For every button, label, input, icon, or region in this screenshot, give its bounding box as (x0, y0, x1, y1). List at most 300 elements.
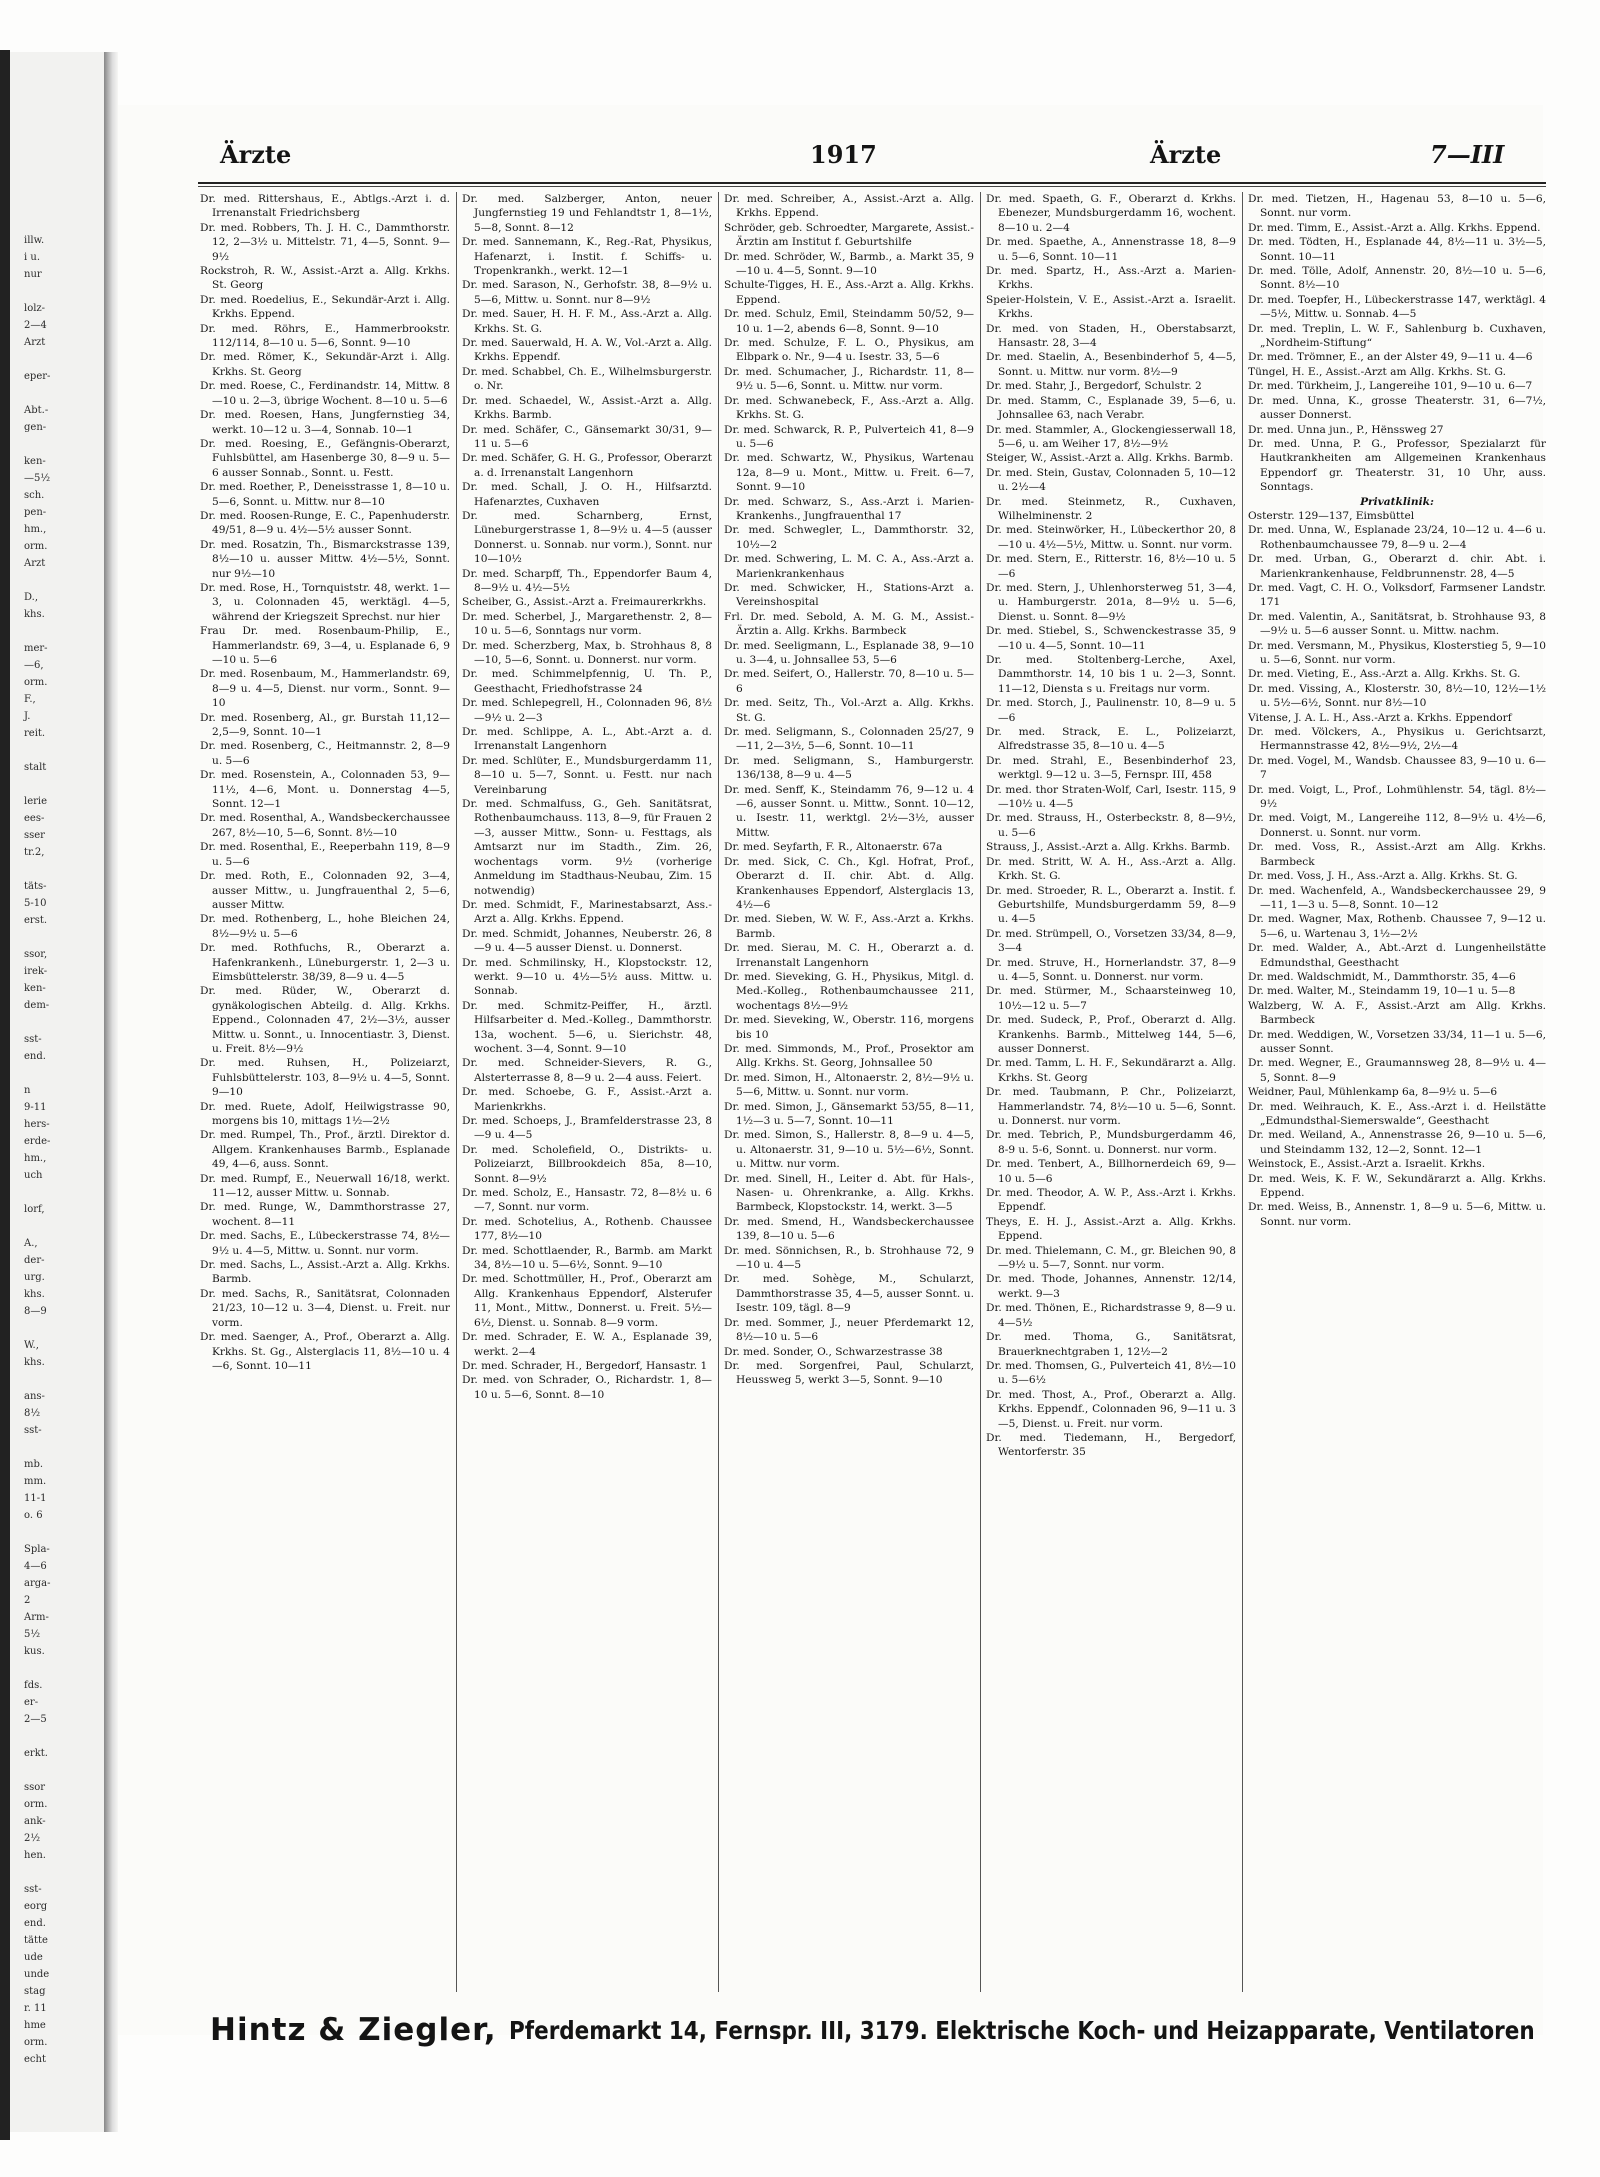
directory-entry: Dr. med. Roether, P., Deneisstrasse 1, 8—10 u. 5—6, Sonnt. u. Mittw. nur 8—10 (200, 481, 450, 508)
directory-entry: Dr. med. Timm, E., Assist.-Arzt a. Allg. Krkhs. Eppend. (1248, 221, 1541, 234)
directory-entry: Dr. med. Stern, J., Uhlenhorsterweg 51, 3—4, u. Hamburgerstr. 201a, 8—9½ u. 5—6, Dienst. u. Sonnt. 8—9½ (986, 581, 1236, 623)
directory-entry: Dr. med. Stiebel, S., Schwenckestrasse 35, 9—10 u. 4—5, Sonnt. 10—11 (986, 625, 1236, 652)
previous-page-fragment: end. (24, 1918, 46, 1929)
directory-entry: Dr. med. Schrader, H., Bergedorf, Hansastr. 1 (462, 1359, 708, 1372)
directory-entry: Dr. med. Ruete, Adolf, Heilwigstrasse 90, morgens bis 10, mittags 1½—2½ (200, 1100, 450, 1127)
advert-text: Pferdemarkt 14, Fernspr. III, 3179. Elektrische Koch- und Heizapparate, Ventilatoren (508, 2015, 1535, 2045)
previous-page-fragment: 2 (24, 1595, 31, 1606)
directory-entry: Dr. med. Treplin, L. W. F., Sahlenburg b. Cuxhaven, „Nordheim-Stiftung“ (1248, 322, 1546, 350)
previous-page-fragment: er- (24, 1697, 39, 1708)
directory-entry: Dr. med. Scherbel, J., Margarethenstr. 2, 8—10 u. 5—6, Sonntags nur vorm. (462, 610, 712, 638)
directory-entry: Dr. med. Rosenberg, Al., gr. Burstah 11,12—2,5—9, Sonnt. 10—1 (200, 711, 450, 739)
previous-page-fragment (24, 1320, 109, 1337)
directory-entry: Dr. med. Türkheim, J., Langereihe 101, 9—10 u. 6—7 (1248, 380, 1533, 393)
previous-page-fragment: illw. (24, 235, 45, 246)
previous-page-fragment (24, 1762, 109, 1779)
previous-page-fragment (24, 1014, 109, 1031)
directory-entry: Dr. med. Waldschmidt, M., Dammthorstr. 35, 4—6 (1248, 970, 1516, 983)
directory-entry: Dr. med. Seifert, O., Hallerstr. 70, 8—10 u. 5—6 (724, 668, 974, 695)
previous-page-fragment: hers- (24, 1119, 50, 1130)
book-binding-edge (0, 50, 10, 2140)
directory-entry: Dr. med. Schall, J. O. H., Hilfsarztd. Hafenarztes, Cuxhaven (462, 481, 712, 508)
directory-entry: Dr. med. Stroeder, R. L., Oberarzt a. Instit. f. Geburtshilfe, Mundsburgerdamm 59, 8—9 u. 4—5 (986, 884, 1236, 926)
previous-page-fragment: r. 11 (24, 2003, 47, 2014)
directory-entry: Dr. med. Seligmann, S., Hamburgerstr. 136/138, 8—9 u. 4—5 (724, 754, 974, 782)
directory-entry: Dr. med. Saenger, A., Prof., Oberarzt a. Allg. Krkhs. St. Gg., Alsterglacis 11, 8½—10 u. 4—6, Sonnt. 10—11 (200, 1331, 450, 1372)
previous-page-fragment: 5½ (24, 1629, 41, 1640)
directory-entry: Dr. med. Sierau, M. C. H., Oberarzt a. d. Irrenanstalt Langenhorn (724, 942, 974, 969)
directory-entry: Osterstr. 129—137, Eimsbüttel (1248, 509, 1415, 522)
previous-page-fragment: hen. (24, 1850, 46, 1861)
directory-entry: Dr. med. thor Straten-Wolf, Carl, Isestr. 115, 9—10½ u. 4—5 (986, 783, 1236, 811)
advertisement-banner (210, 2005, 1545, 2055)
previous-page-fragment: J. (24, 711, 31, 722)
header-section-right: Ärzte (1150, 140, 1222, 169)
directory-entry: Dr. med. Unna, W., Esplanade 23/24, 10—12 u. 4—6 u. Rothenbaumchaussee 79, 8—9 u. 2—4 (1248, 524, 1546, 551)
previous-page-fragment: täts- (24, 881, 47, 892)
directory-entry: Dr. med. Schottmüller, H., Prof., Oberarzt am Allg. Krankenhaus Eppendorf, Alsterufer 11, Mont., Mittw., Donnerst. u. Freit. 5½—6½, Dienst. u. Sonnab. 8—9 vorm. (462, 1273, 712, 1329)
previous-page-fragment: tätte (24, 1935, 48, 1946)
directory-entry: Dr. med. Toepfer, H., Lübeckerstrasse 147, werktägl. 4—5½, Mittw. u. Sonnab. 4—5 (1248, 293, 1546, 321)
directory-entry: Scheiber, G., Assist.-Arzt a. Freimaurerkrkhs. (462, 596, 707, 609)
directory-entry: Rockstroh, R. W., Assist.-Arzt a. Allg. Krkhs. St. Georg (200, 265, 450, 292)
previous-page-fragment (24, 623, 109, 640)
directory-entry: Dr. med. Schwicker, H., Stations-Arzt a. Vereinshospital (724, 581, 974, 609)
previous-page-edge (10, 52, 109, 2132)
previous-page-fragment (24, 742, 109, 759)
previous-page-fragment: F., (24, 694, 36, 705)
previous-page-fragment: eorg (24, 1901, 48, 1912)
previous-page-fragment: mm. (24, 1476, 47, 1487)
directory-entry: Dr. med. Weddigen, W., Vorsetzen 33/34, 11—1 u. 5—6, ausser Sonnt. (1248, 1028, 1546, 1055)
directory-entry: Dr. med. Tödten, H., Esplanade 44, 8½—11 u. 3½—5, Sonnt. 10—11 (1248, 236, 1546, 263)
previous-page-fragment: D., (24, 592, 39, 603)
previous-page-fragment (24, 929, 109, 946)
directory-entry: Tüngel, H. E., Assist.-Arzt am Allg. Krkhs. St. G. (1248, 365, 1506, 378)
directory-entry: Dr. med. Vogel, M., Wandsb. Chaussee 83, 9—10 u. 6—7 (1248, 754, 1546, 782)
previous-page-fragment: orm. (24, 677, 48, 688)
previous-page-fragment: i u. (24, 252, 40, 263)
directory-entry: Dr. med. Stahr, J., Bergedorf, Schulstr. 2 (986, 380, 1202, 393)
directory-entry: Dr. med. Theodor, A. W. P., Ass.-Arzt i. Krkhs. Eppendf. (986, 1187, 1236, 1214)
previous-page-fragment: 2½ (24, 1833, 41, 1844)
directory-entry: Dr. med. Schwartz, W., Physikus, Wartenau 12a, 8—9 u. Mont., Mittw. u. Freit. 6—7, Sonnt. 9—10 (724, 452, 974, 494)
previous-page-fragment: erkt. (24, 1748, 48, 1759)
directory-entry: Dr. med. Schlippe, A. L., Abt.-Arzt a. d. Irrenanstalt Langenhorn (462, 726, 712, 753)
directory-entry: Dr. med. Roesen, Hans, Jungfernstieg 34, werkt. 10—12 u. 3—4, Sonnab. 10—1 (200, 409, 450, 436)
previous-page-fragment: pen- (24, 507, 47, 518)
directory-entry: Dr. med. Schmilinsky, H., Klopstockstr. 12, werkt. 9—10 u. 4½—5½ auss. Mittw. u. Sonnab. (462, 956, 712, 998)
directory-entry: Dr. med. Sorgenfrei, Paul, Schularzt, Heussweg 5, werkt 3—5, Sonnt. 9—10 (724, 1359, 974, 1387)
header-section-left: Ärzte (220, 140, 292, 169)
directory-entry: Dr. med. Sönnichsen, R., b. Strohhause 72, 9—10 u. 4—5 (724, 1244, 974, 1272)
directory-entry: Frau Dr. med. Rosenbaum-Philip, E., Hammerlandstr. 69, 3—4, u. Esplanade 6, 9—10 u. 5—6 (200, 625, 450, 666)
directory-entry: Dr. med. Weihrauch, K. E., Ass.-Arzt i. d. Heilstätte „Edmundsthal-Siemerswalde“, Geesthacht (1248, 1100, 1546, 1127)
directory-entry: Dr. med. Rosatzin, Th., Bismarckstrasse 139, 8½—10 u. ausser Mittw. 4½—5½, Sonnt. nur 9½—10 (200, 538, 450, 580)
directory-entry: Dr. med. Schröder, W., Barmb., a. Markt 35, 9—10 u. 4—5, Sonnt. 9—10 (724, 250, 974, 278)
previous-page-fragment: 4—6 (24, 1561, 47, 1572)
directory-entry: Dr. med. Schwering, L. M. C. A., Ass.-Arzt a. Marienkrankenhaus (724, 553, 974, 580)
previous-page-fragment (24, 1184, 109, 1201)
directory-column-2 (462, 192, 712, 1992)
directory-entry: Dr. med. Voss, R., Assist.-Arzt am Allg. Krkhs. Barmbeck (1248, 841, 1546, 868)
directory-entry: Dr. med. Schoeps, J., Bramfelderstrasse 23, 8—9 u. 4—5 (462, 1115, 712, 1142)
directory-entry: Dr. med. Sick, C. Ch., Kgl. Hofrat, Prof., Oberarzt d. II. chir. Abt. d. Allg. Krankenhauses Eppendorf, Alsterglacis 13, 4½—6 (724, 855, 974, 911)
directory-entry: Dr. med. von Staden, H., Oberstabsarzt, Hansastr. 28, 3—4 (986, 322, 1236, 350)
previous-page-fragment (24, 1660, 109, 1677)
directory-entry: Dr. med. Schimmelpfennig, U. Th. P., Geesthacht, Friedhofstrasse 24 (462, 668, 712, 695)
previous-page-fragment: sst- (24, 1034, 42, 1045)
directory-entry: Dr. med. Schoebe, G. F., Assist.-Arzt a. Marienkrkhs. (462, 1086, 712, 1113)
directory-entry: Dr. med. Rothfuchs, R., Oberarzt a. Hafenkrankenh., Lüneburgerstr. 1, 2—3 u. Eimsbüttelerstr. 38/39, 8—9 u. 4—5 (200, 942, 450, 983)
directory-entry: Dr. med. Schwanebeck, F., Ass.-Arzt a. Allg. Krkhs. St. G. (724, 394, 974, 422)
directory-entry: Dr. med. Vieting, E., Ass.-Arzt a. Allg. Krkhs. St. G. (1248, 668, 1521, 681)
directory-entry: Dr. med. Voigt, M., Langereihe 112, 8—9½ u. 4½—6, Donnerst. u. Sonnt. nur vorm. (1248, 812, 1546, 839)
directory-entry: Dr. med. Strümpell, O., Vorsetzen 33/34, 8—9, 3—4 (986, 927, 1236, 955)
directory-entry: Dr. med. Staelin, A., Besenbinderhof 5, 4—5, Sonnt. u. Mittw. nur vorm. 8½—9 (986, 351, 1236, 378)
directory-entry: Dr. med. Salzberger, Anton, neuer Jungfernstieg 19 und Fehlandtstr 1, 8—1½, 5—8, Sonnt. 8—12 (462, 193, 712, 234)
previous-page-fragment: orm. (24, 2037, 48, 2048)
header-year: 1917 (810, 140, 877, 169)
directory-entry: Dr. med. Thoma, G., Sanitätsrat, Brauerknechtgraben 1, 12½—2 (986, 1331, 1236, 1358)
previous-page-fragment (24, 283, 109, 300)
previous-page-fragment: 11-1 (24, 1493, 47, 1504)
previous-page-fragment: 8—9 (24, 1306, 47, 1317)
directory-entry: Dr. med. Unna, K., grosse Theaterstr. 31, 6—7½, ausser Donnerst. (1248, 394, 1546, 422)
directory-entry: Dr. med. Thost, A., Prof., Oberarzt a. Allg. Krkhs. Eppendf., Colonnaden 96, 9—11 u. 3—5, Dienst. u. Freit. nur vorm. (986, 1388, 1236, 1430)
previous-page-fragment: ans- (24, 1391, 45, 1402)
directory-entry: Dr. med. Schulz, Emil, Steindamm 50/52, 9—10 u. 1—2, abends 6—8, Sonnt. 9—10 (724, 308, 974, 335)
directory-entry: Dr. med. Rosenthal, E., Reeperbahn 119, 8—9 u. 5—6 (200, 841, 450, 868)
directory-entry: Dr. med. Simon, H., Altonaerstr. 2, 8½—9½ u. 5—6, Mittw. u. Sonnt. nur vorm. (724, 1071, 974, 1099)
directory-entry: Dr. med. Rüder, W., Oberarzt d. gynäkologischen Abteilg. d. Allg. Krkhs. Eppend., Colonnaden 47, 2½—3½, ausser Mittw. u. Sonnt., u. Innocentiastr. 3, Dienst. u. Freit. 8½—9½ (200, 985, 450, 1055)
previous-page-fragment: irek- (24, 966, 48, 977)
directory-entry: Dr. med. Senff, K., Steindamm 76, 9—12 u. 4—6, ausser Sonnt. u. Mittw., Sonnt. 10—12, u. Isestr. 11, werktgl. 2½—3½, ausser Mittw. (724, 783, 974, 839)
directory-entry: Dr. med. Rosenstein, A., Colonnaden 53, 9—11½, 4—6, Mont. u. Donnerstag 4—5, Sonnt. 12—1 (200, 769, 450, 811)
previous-page-fragment: uch (24, 1170, 43, 1181)
directory-entry: Dr. med. Schmidt, Johannes, Neuberstr. 26, 8—9 u. 4—5 ausser Dienst. u. Donnerst. (462, 927, 712, 955)
directory-entry: Dr. med. Schwarz, S., Ass.-Arzt i. Marien-Krankenhs., Jungfrauenthal 17 (724, 495, 974, 522)
directory-entry: Dr. med. Weiland, A., Annenstrasse 26, 9—10 u. 5—6, und Steindamm 132, 12—2, Sonnt. 12—1 (1248, 1129, 1546, 1156)
directory-entry: Dr. med. Rose, H., Tornquiststr. 48, werkt. 1—3, u. Colonnaden 45, werktägl. 4—5, während der Kriegszeit Sprechst. nur hier (200, 581, 450, 623)
directory-entry: Dr. med. Struve, H., Hornerlandstr. 37, 8—9 u. 4—5, Sonnt. u. Donnerst. nur vorm. (986, 956, 1236, 983)
directory-entry: Dr. med. Voss, J. H., Ass.-Arzt a. Allg. Krkhs. St. G. (1248, 870, 1518, 883)
directory-entry: Dr. med. Römer, K., Sekundär-Arzt i. Allg. Krkhs. St. Georg (200, 351, 450, 378)
previous-page-fragment: kus. (24, 1646, 45, 1657)
directory-entry: Dr. med. Schlepegrell, H., Colonnaden 96, 8½—9½ u. 2—3 (462, 697, 712, 724)
directory-entry: Schröder, geb. Schroedter, Margarete, Assist.-Ärztin am Institut f. Geburtshilfe (724, 221, 974, 249)
directory-entry: Dr. med. Roese, C., Ferdinandstr. 14, Mittw. 8—10 u. 2—3, übrige Wochent. 8—10 u. 5—6 (200, 380, 450, 407)
previous-page-fragment: khs. (24, 1357, 45, 1368)
previous-page-fragment: tr.2, (24, 847, 45, 858)
directory-entry: Dr. med. Wegner, E., Graumannsweg 28, 8—9½ u. 4—5, Sonnt. 8—9 (1248, 1057, 1546, 1084)
previous-page-fragment: mb. (24, 1459, 44, 1470)
directory-entry: Dr. med. Simon, S., Hallerstr. 8, 8—9 u. 4—5, u. Altonaerstr. 31, 9—10 u. 5½—6½, Sonnt. u. Mittw. nur vorm. (724, 1129, 974, 1171)
directory-entry: Weidner, Paul, Mühlenkamp 6a, 8—9½ u. 5—6 (1248, 1086, 1498, 1099)
directory-entry: Dr. med. Wachenfeld, A., Wandsbeckerchaussee 29, 9—11, 1—3 u. 5—8, Sonnt. 10—12 (1248, 884, 1546, 911)
directory-entry: Dr. med. Schwarck, R. P., Pulverteich 41, 8—9 u. 5—6 (724, 423, 974, 450)
previous-page-fragment: —5½ (24, 473, 51, 484)
previous-page-fragment (24, 1218, 109, 1235)
directory-entry: Dr. med. Thode, Johannes, Annenstr. 12/14, werkt. 9—3 (986, 1273, 1236, 1300)
directory-entry: Speier-Holstein, V. E., Assist.-Arzt a. Israelit. Krkhs. (986, 293, 1236, 321)
directory-entry: Dr. med. Valentin, A., Sanitätsrat, b. Strohhause 93, 8—9½ u. 5—6 ausser Sonnt. u. Mittw. nachm. (1248, 610, 1546, 638)
directory-entry: Dr. med. Schäfer, G. H. G., Professor, Oberarzt a. d. Irrenanstalt Langenhorn (462, 452, 712, 479)
directory-entry: Dr. med. Seyfarth, F. R., Altonaerstr. 67a (724, 841, 943, 854)
column-divider (980, 192, 981, 1992)
previous-page-fragment: ssor (24, 1782, 46, 1793)
previous-page-fragment: urg. (24, 1272, 45, 1283)
directory-entry: Dr. med. Smend, H., Wandsbeckerchaussee 139, 8—10 u. 5—6 (724, 1215, 974, 1243)
directory-entry: Dr. med. Völckers, A., Physikus u. Gerichtsarzt, Hermannstrasse 42, 8½—9½, 2½—4 (1248, 726, 1546, 753)
directory-entry: Dr. med. Vagt, C. H. O., Volksdorf, Farmsener Landstr. 171 (1248, 581, 1546, 609)
directory-entry: Steiger, W., Assist.-Arzt a. Allg. Krkhs. Barmb. (986, 452, 1234, 465)
directory-entry: Dr. med. Rosenbaum, M., Hammerlandstr. 69, 8—9 u. 4—5, Dienst. nur vorm., Sonnt. 9—10 (200, 668, 450, 710)
previous-page-fragment (24, 1524, 109, 1541)
previous-page-fragment: Arzt (24, 558, 46, 569)
directory-entry: Dr. med. Tietzen, H., Hagenau 53, 8—10 u. 5—6, Sonnt. nur vorm. (1248, 193, 1546, 220)
directory-entry: Dr. med. Tiedemann, H., Bergedorf, Wentorferstr. 35 (986, 1431, 1236, 1459)
directory-entry: Dr. med. Roedelius, E., Sekundär-Arzt i. Allg. Krkhs. Eppend. (200, 293, 450, 321)
directory-entry: Dr. med. Schmitz-Peiffer, H., ärztl. Hilfsarbeiter d. Med.-Kolleg., Dammthorstr. 13a, wochent. 5—6, u. Sierichstr. 48, wochent. 3—4, Sonnt. 9—10 (462, 999, 712, 1055)
previous-page-fragment: mer- (24, 643, 48, 654)
directory-entry: Schulte-Tigges, H. E., Ass.-Arzt a. Allg. Krkhs. Eppend. (724, 279, 974, 306)
previous-page-fragment (24, 351, 109, 368)
previous-page-fragment: Arm- (24, 1612, 49, 1623)
previous-page-fragment: ssor, (24, 949, 48, 960)
previous-page-fragment: hm., (24, 524, 47, 535)
directory-entry: Vitense, J. A. L. H., Ass.-Arzt a. Krkhs. Eppendorf (1248, 711, 1512, 724)
previous-page-fragment: 9-11 (24, 1102, 47, 1113)
directory-entry: Dr. med. Schumacher, J., Richardstr. 11, 8—9½ u. 5—6, Sonnt. u. Mittw. nur vorm. (724, 365, 974, 393)
directory-entry: Dr. med. Walter, M., Steindamm 19, 10—1 u. 5—8 (1248, 985, 1516, 998)
directory-entry: Dr. med. Spaeth, G. F., Oberarzt d. Krkhs. Ebenezer, Mundsburgerdamm 16, wochent. 8—10 u. 2—4 (986, 193, 1236, 234)
previous-page-fragment: A., (24, 1238, 38, 1249)
previous-page-fragment: eper- (24, 371, 51, 382)
previous-page-fragment: hme (24, 2020, 46, 2031)
directory-entry: Privatklinik: (1360, 495, 1434, 508)
column-divider (1242, 192, 1243, 1992)
directory-entry: Dr. med. Scholz, E., Hansastr. 72, 8—8½ u. 6—7, Sonnt. nur vorm. (462, 1187, 712, 1214)
directory-entry: Walzberg, W. A. F., Assist.-Arzt am Allg. Krkhs. Barmbeck (1248, 999, 1546, 1027)
previous-page-fragment: ank- (24, 1816, 46, 1827)
directory-column-4 (986, 192, 1236, 1992)
directory-entry: Dr. med. Stammler, A., Glockengiesserwall 18, 5—6, u. am Weiher 17, 8½—9½ (986, 423, 1236, 450)
directory-entry: Dr. med. Tebrich, P., Mundsburgerdamm 46, 8-9 u. 5-6, Sonnt. u. Donnerst. nur vorm. (986, 1129, 1236, 1156)
directory-entry: Dr. med. Rothenberg, L., hohe Bleichen 24, 8½—9½ u. 5—6 (200, 913, 450, 940)
previous-page-fragment: nur (24, 269, 42, 280)
directory-entry: Dr. med. Seeligmann, L., Esplanade 38, 9—10 u. 3—4, u. Johnsallee 53, 5—6 (724, 639, 974, 666)
directory-column-1 (200, 192, 450, 1992)
previous-page-fragment: lorf, (24, 1204, 45, 1215)
previous-page-fragment (24, 776, 109, 793)
directory-entry: Dr. med. Schottlaender, R., Barmb. am Markt 34, 8½—10 u. 5—6½, Sonnt. 9—10 (462, 1244, 712, 1272)
directory-entry: Dr. med. Scharpff, Th., Eppendorfer Baum 4, 8—9½ u. 4½—5½ (462, 567, 712, 594)
directory-entry: Dr. med. Steinwörker, H., Lübeckerthor 20, 8—10 u. 4½—5½, Mittw. u. Sonnt. nur vorm. (986, 524, 1236, 551)
directory-entry: Dr. med. Vissing, A., Klosterstr. 30, 8½—10, 12½—1½ u. 5½—6½, Sonnt. nur 8½—10 (1248, 682, 1546, 710)
previous-page-fragment: stag (24, 1986, 46, 1997)
previous-page-fragment (24, 572, 109, 589)
previous-page-fragment: echt (24, 2054, 46, 2065)
directory-entry: Dr. med. Unna, P. G., Professor, Spezialarzt für Hautkrankheiten am Allgemeinen Krankenhaus Eppendorf gr. Theaterstr. 31, 10 Uhr, auss. Sonntags. (1248, 437, 1546, 494)
directory-entry: Dr. med. Seitz, Th., Vol.-Arzt a. Allg. Krkhs. St. G. (724, 697, 974, 724)
column-divider (718, 192, 719, 1992)
directory-entry: Dr. med. Sieveking, G. H., Physikus, Mitgl. d. Med.-Kolleg., Rothenbaumchaussee 211, wochentags 8½—9½ (724, 970, 974, 1012)
directory-entry: Dr. med. Schmalfuss, G., Geh. Sanitätsrat, Rothenbaumchauss. 113, 8—9, für Frauen 2—3, ausser Mittw., Sonn- u. Festtags, als Amtsarzt nur im Stadth., Zim. 26, wochentags vorm. 9½ (vorherige Anmeldung im Stadthaus-Neubau, Zim. 15 notwendig) (462, 798, 712, 897)
previous-page-fragment: reit. (24, 728, 46, 739)
directory-entry: Dr. med. Roth, E., Colonnaden 92, 3—4, ausser Mittw., u. Jungfrauenthal 2, 5—6, ausser Mittw. (200, 870, 450, 911)
directory-column-5 (1248, 192, 1546, 1992)
directory-entry: Dr. med. Scharnberg, Ernst, Lüneburgerstrasse 1, 8—9½ u. 4—5 (ausser Donnerst. u. Sonnab. nur vorm.), Sonnt. nur 10—10½ (462, 509, 712, 566)
previous-page-fragment: 5-10 (24, 898, 47, 909)
previous-page-fragment: sst- (24, 1425, 42, 1436)
previous-page-fragment: 2—4 (24, 320, 47, 331)
previous-page-fragment: erst. (24, 915, 48, 926)
previous-page-fragment: 2—5 (24, 1714, 47, 1725)
previous-page-text (24, 232, 109, 2068)
directory-entry: Dr. med. Simmonds, M., Prof., Prosektor am Allg. Krkhs. St. Georg, Johnsallee 50 (724, 1042, 974, 1070)
directory-entry: Dr. med. Rittershaus, E., Abtlgs.-Arzt i. d. Irrenanstalt Friedrichsberg (200, 193, 450, 220)
previous-page-fragment: —6, (24, 660, 44, 671)
previous-page-fragment: W., (24, 1340, 39, 1351)
previous-page-fragment: khs. (24, 609, 45, 620)
directory-entry: Dr. med. Schneider-Sievers, R. G., Alsterterrasse 8, 8—9 u. 2—4 auss. Feiert. (462, 1057, 712, 1084)
previous-page-fragment: hm., (24, 1153, 47, 1164)
directory-entry: Dr. med. Stoltenberg-Lerche, Axel, Dammthorstr. 14, 10 bis 1 u. 2—3, Sonnt. 11—12, Diensta s u. Freitags nur vorm. (986, 654, 1236, 695)
previous-page-fragment (24, 436, 109, 453)
column-divider (456, 192, 457, 1992)
directory-entry: Dr. med. Strack, E. L., Polizeiarzt, Alfredstrasse 35, 8—10 u. 4—5 (986, 726, 1236, 753)
directory-entry: Dr. med. Steinmetz, R., Cuxhaven, Wilhelminenstr. 2 (986, 495, 1236, 522)
directory-entry: Dr. med. Sachs, L., Assist.-Arzt a. Allg. Krkhs. Barmb. (200, 1259, 450, 1286)
previous-page-fragment (24, 385, 109, 402)
directory-entry: Dr. med. Tenbert, A., Billhornerdeich 69, 9—10 u. 5—6 (986, 1158, 1236, 1185)
directory-entry: Dr. med. Sieveking, W., Oberstr. 116, morgens bis 10 (724, 1014, 974, 1041)
directory-entry: Dr. med. Tamm, L. H. F., Sekundärarzt a. Allg. Krkhs. St. Georg (986, 1057, 1236, 1084)
directory-entry: Dr. med. Rosenberg, C., Heitmannstr. 2, 8—9 u. 5—6 (200, 740, 450, 767)
directory-entry: Dr. med. Voigt, L., Prof., Lohmühlenstr. 54, tägl. 8½—9½ (1248, 783, 1546, 811)
directory-entry: Dr. med. Schabbel, Ch. E., Wilhelmsburgerstr. o. Nr. (462, 365, 712, 393)
directory-entry: Dr. med. Schlüter, E., Mundsburgerdamm 11, 8—10 u. 5—7, Sonnt. u. Festt. nur nach Vereinbarung (462, 754, 712, 796)
previous-page-fragment: Abt.- (24, 405, 49, 416)
directory-entry: Weinstock, E., Assist.-Arzt a. Israelit. Krkhs. (1248, 1158, 1486, 1171)
directory-entry: Dr. med. Schrader, E. W. A., Esplanade 39, werkt. 2—4 (462, 1331, 712, 1358)
directory-entry: Dr. med. von Schrader, O., Richardstr. 1, 8—10 u. 5—6, Sonnt. 8—10 (462, 1374, 712, 1401)
directory-entry: Dr. med. Sohège, M., Schularzt, Dammthorstrasse 35, 4—5, ausser Sonnt. u. Isestr. 109, tägl. 8—9 (724, 1273, 974, 1315)
directory-entry: Dr. med. Schotelius, A., Rothenb. Chaussee 177, 8½—10 (462, 1215, 712, 1243)
directory-entry: Dr. med. Stern, E., Ritterstr. 16, 8½—10 u. 5—6 (986, 553, 1236, 580)
directory-entry: Dr. med. Schreiber, A., Assist.-Arzt a. Allg. Krkhs. Eppend. (724, 193, 974, 220)
directory-entry: Dr. med. Schäfer, C., Gänsemarkt 30/31, 9—11 u. 5—6 (462, 423, 712, 450)
previous-page-fragment: gen- (24, 422, 47, 433)
directory-entry: Dr. med. Stritt, W. A. H., Ass.-Arzt a. Allg. Krkh. St. G. (986, 855, 1236, 883)
directory-entry: Dr. med. Runge, W., Dammthorstrasse 27, wochent. 8—11 (200, 1201, 450, 1228)
previous-page-fragment: ken- (24, 983, 46, 994)
directory-entry: Dr. med. Roosen-Runge, E. C., Papenhuderstr. 49/51, 8—9 u. 4½—5½ ausser Sonnt. (200, 509, 450, 537)
directory-entry: Strauss, J., Assist.-Arzt a. Allg. Krkhs. Barmb. (986, 841, 1231, 854)
directory-entry: Dr. med. Sannemann, K., Reg.-Rat, Physikus, Hafenarzt, i. Instit. f. Schiffs- u. Tropenkrankh., werkt. 12—1 (462, 236, 712, 278)
directory-entry: Dr. med. Spaethe, A., Annenstrasse 18, 8—9 u. 5—6, Sonnt. 10—11 (986, 236, 1236, 263)
previous-page-fragment: sch. (24, 490, 45, 501)
directory-entry: Dr. med. Weiss, B., Annenstr. 1, 8—9 u. 5—6, Mittw. u. Sonnt. nur vorm. (1248, 1201, 1546, 1228)
directory-entry: Dr. med. Rumpel, Th., Prof., ärztl. Direktor d. Allgem. Krankenhauses Barmb., Esplanade 49, 4—6, auss. Sonnt. (200, 1129, 450, 1171)
directory-entry: Dr. med. Wagner, Max, Rothenb. Chaussee 7, 9—12 u. 5—6, u. Wartenau 3, 1½—2½ (1248, 913, 1546, 940)
previous-page-fragment: erde- (24, 1136, 51, 1147)
previous-page-fragment (24, 1728, 109, 1745)
previous-page-fragment (24, 1439, 109, 1456)
previous-page-fragment: Spla- (24, 1544, 50, 1555)
previous-page-fragment (24, 861, 109, 878)
directory-entry: Dr. med. Sarason, N., Gerhofstr. 38, 8—9½ u. 5—6, Mittw. u. Sonnt. nur 8—9½ (462, 279, 712, 306)
directory-entry: Dr. med. Stamm, C., Esplanade 39, 5—6, u. Johnsallee 63, nach Verabr. (986, 394, 1236, 422)
directory-entry: Dr. med. Thielemann, C. M., gr. Bleichen 90, 8—9½ u. 5—7, Sonnt. nur vorm. (986, 1244, 1236, 1272)
directory-entry: Dr. med. Thönen, E., Richardstrasse 9, 8—9 u. 4—5½ (986, 1302, 1236, 1329)
directory-entry: Dr. med. Thomsen, G., Pulverteich 41, 8½—10 u. 5—6½ (986, 1359, 1236, 1387)
directory-entry: Dr. med. Stein, Gustav, Colonnaden 5, 10—12 u. 2½—4 (986, 466, 1236, 494)
previous-page-fragment: dem- (24, 1000, 50, 1011)
previous-page-fragment: o. 6 (24, 1510, 43, 1521)
previous-page-fragment: sst- (24, 1884, 42, 1895)
directory-entry: Dr. med. Sachs, E., Lübeckerstrasse 74, 8½—9½ u. 4—5, Mittw. u. Sonnt. nur vorm. (200, 1230, 450, 1257)
previous-page-fragment: orm. (24, 1799, 48, 1810)
header-rule-thin (198, 186, 1546, 187)
directory-entry: Dr. med. Scholefield, O., Distrikts- u. Polizeiarzt, Billbrookdeich 85a, 8—10, Sonnt. 8—9½ (462, 1143, 712, 1185)
directory-entry: Dr. med. Schulze, F. L. O., Physikus, am Elbpark o. Nr., 9—4 u. Isestr. 33, 5—6 (724, 337, 974, 364)
directory-entry: Dr. med. Weis, K. F. W., Sekundärarzt a. Allg. Krkhs. Eppend. (1248, 1172, 1546, 1200)
previous-page-fragment: unde (24, 1969, 50, 1980)
previous-page-fragment: orm. (24, 541, 48, 552)
directory-entry: Frl. Dr. med. Sebold, A. M. G. M., Assist.-Ärztin a. Allg. Krkhs. Barmbeck (724, 610, 974, 638)
directory-entry: Dr. med. Rumpf, E., Neuerwall 16/18, werkt. 11—12, ausser Mittw. u. Sonnab. (200, 1172, 450, 1200)
directory-entry: Dr. med. Urban, G., Oberarzt d. chir. Abt. i. Marienkrankenhause, Feldbrunnenstr. 28, 4—5 (1248, 553, 1546, 580)
directory-entry: Dr. med. Strahl, E., Besenbinderhof 23, werktgl. 9—12 u. 3—5, Fernspr. III, 458 (986, 754, 1236, 782)
page-number: 7—III (1430, 140, 1505, 169)
directory-entry: Dr. med. Sinell, H., Leiter d. Abt. für Hals-, Nasen- u. Ohrenkranke, a. Allg. Krkhs. Barmbeck, Klopstockstr. 14, werkt. 3—5 (724, 1172, 974, 1214)
directory-entry: Dr. med. Schwegler, L., Dammthorstr. 32, 10½—2 (724, 524, 974, 551)
directory-entry: Dr. med. Rosenthal, A., Wandsbeckerchaussee 267, 8½—10, 5—6, Sonnt. 8½—10 (200, 812, 450, 839)
directory-entry: Dr. med. Sachs, R., Sanitätsrat, Colonnaden 21/23, 10—12 u. 3—4, Dienst. u. Freit. nur vorm. (200, 1287, 450, 1329)
previous-page-fragment: khs. (24, 1289, 45, 1300)
directory-entry: Dr. med. Ruhsen, H., Polizeiarzt, Fuhlsbüttelerstr. 103, 8—9½ u. 4—5, Sonnt. 9—10 (200, 1057, 450, 1099)
directory-entry: Theys, E. H. J., Assist.-Arzt a. Allg. Krkhs. Eppend. (986, 1215, 1236, 1243)
previous-page-fragment (24, 1065, 109, 1082)
directory-entry: Dr. med. Storch, J., Paulinenstr. 10, 8—9 u. 5—6 (986, 697, 1236, 724)
directory-entry: Dr. med. Robbers, Th. J. H. C., Dammthorstr. 12, 2—3½ u. Mittelstr. 71, 4—5, Sonnt. 9—9½ (200, 221, 450, 263)
previous-page-fragment: sser (24, 830, 45, 841)
directory-entry: Dr. med. Roesing, E., Gefängnis-Oberarzt, Fuhlsbüttel, am Hasenberge 30, 8—9 u. 5—6 ausser Sonnab., Sonnt. u. Festt. (200, 437, 450, 479)
previous-page-fragment: stalt (24, 762, 47, 773)
directory-entry: Dr. med. Unna jun., P., Hënssweg 27 (1248, 423, 1444, 436)
previous-page-fragment: ude (24, 1952, 43, 1963)
directory-entry: Dr. med. Taubmann, P. Chr., Polizeiarzt, Hammerlandstr. 74, 8½—10 u. 5—6, Sonnt. u. Donnerst. nur vorm. (986, 1086, 1236, 1127)
directory-entry: Dr. med. Tölle, Adolf, Annenstr. 20, 8½—10 u. 5—6, Sonnt. 8½—10 (1248, 265, 1546, 292)
directory-entry: Dr. med. Sommer, J., neuer Pferdemarkt 12, 8½—10 u. 5—6 (724, 1316, 974, 1344)
directory-entry: Dr. med. Schmidt, F., Marinestabsarzt, Ass.-Arzt a. Allg. Krkhs. Eppend. (462, 898, 712, 926)
directory-entry: Dr. med. Schaedel, W., Assist.-Arzt a. Allg. Krkhs. Barmb. (462, 394, 712, 422)
previous-page-fragment: der- (24, 1255, 45, 1266)
previous-page-fragment: fds. (24, 1680, 43, 1691)
page-header (200, 140, 1545, 180)
directory-entry: Dr. med. Sauer, H. H. F. M., Ass.-Arzt a. Allg. Krkhs. St. G. (462, 308, 712, 335)
previous-page-fragment: arga- (24, 1578, 51, 1589)
directory-entry: Dr. med. Simon, J., Gänsemarkt 53/55, 8—11, 1½—3 u. 5—7, Sonnt. 10—11 (724, 1100, 974, 1127)
directory-entry: Dr. med. Walder, A., Abt.-Arzt d. Lungenheilstätte Edmundsthal, Geesthacht (1248, 942, 1546, 969)
previous-page-fragment: 8½ (24, 1408, 41, 1419)
directory-entry: Dr. med. Strauss, H., Osterbeckstr. 8, 8—9½, u. 5—6 (986, 812, 1236, 839)
directory-entry: Dr. med. Sudeck, P., Prof., Oberarzt d. Allg. Krankenhs. Barmb., Mittelweg 144, 5—6, ausser Donnerst. (986, 1014, 1236, 1055)
previous-page-fragment (24, 1864, 109, 1881)
directory-entry: Dr. med. Spartz, H., Ass.-Arzt a. Marien-Krkhs. (986, 265, 1236, 292)
